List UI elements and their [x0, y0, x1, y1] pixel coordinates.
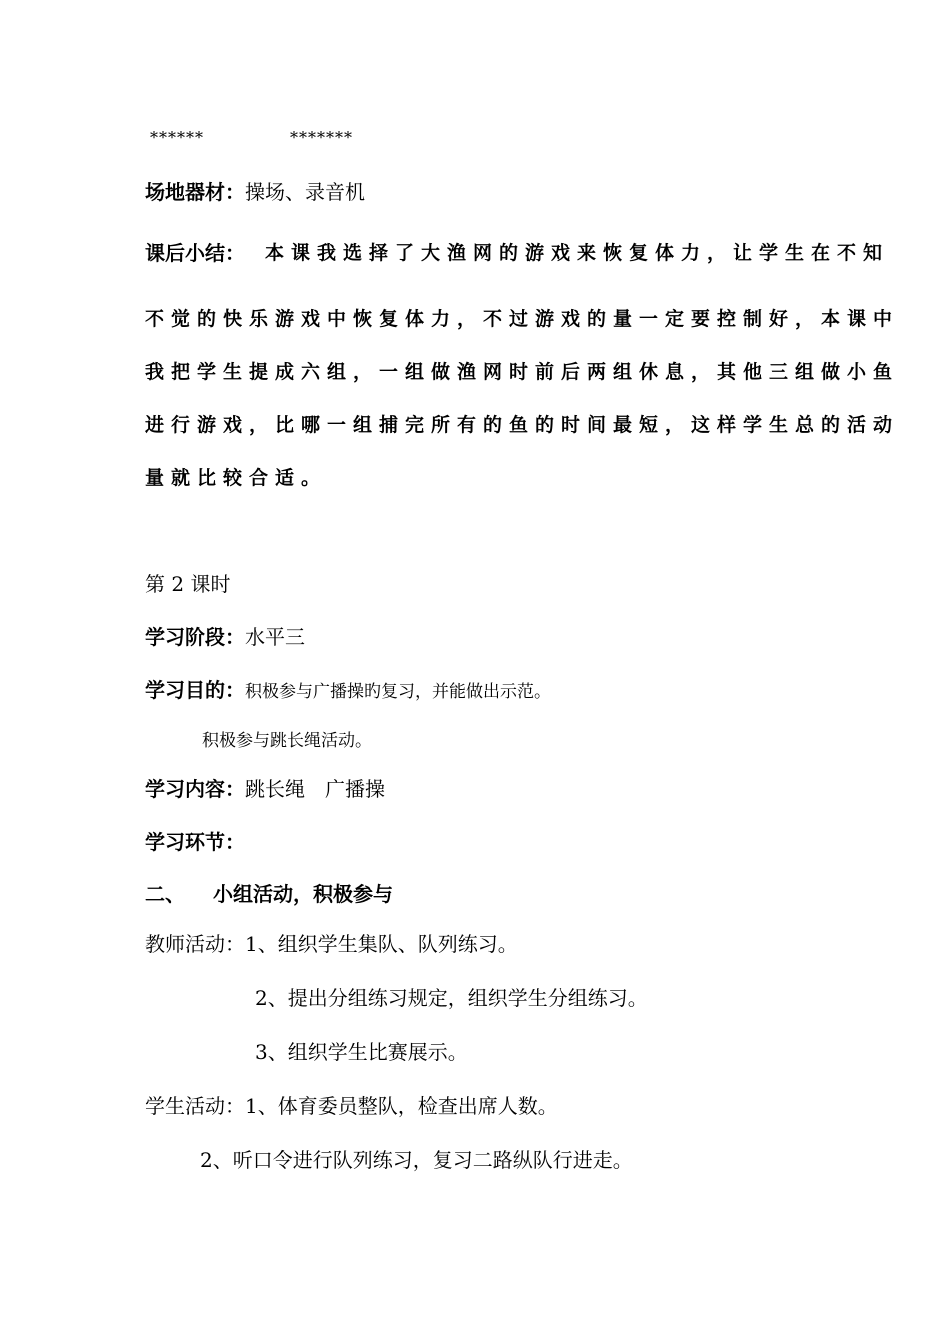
content-value: 跳长绳 广播操: [245, 777, 385, 801]
section-number: 二、: [145, 882, 185, 906]
teacher-line-1: [145, 932, 518, 956]
stars-row: [150, 126, 353, 150]
summary-line-5: 量就比较合适。: [145, 467, 328, 489]
stage-label: 学习阶段：: [145, 625, 245, 649]
teacher-label: 教师活动：: [145, 932, 245, 956]
goal-item-1: 积极参与广播操旳复习，并能做出示范。: [245, 682, 551, 702]
venue-value: 操场、录音机: [245, 180, 365, 204]
student-line-1: [145, 1094, 558, 1118]
student-item-2: 2、听口令进行队列练习，复习二路纵队行进走。: [200, 1148, 633, 1172]
lesson-title: 第 2 课时: [145, 572, 231, 596]
content-line: [145, 777, 385, 801]
teacher-item-2: 2、提出分组练习规定，组织学生分组练习。: [255, 986, 648, 1010]
section-heading: [145, 882, 393, 906]
summary-line-1: 本课我选择了大渔网的游戏来恢复体力，让学生在不知: [265, 242, 890, 264]
venue-label: 场地器材：: [145, 180, 245, 204]
content-label: 学习内容：: [145, 777, 245, 801]
summary-line-3: 我把学生提成六组，一组做渔网时前后两组休息，其他三组做小鱼: [145, 361, 900, 383]
stage-value: 水平三: [245, 625, 305, 649]
teacher-item-3: 3、组织学生比赛展示。: [255, 1040, 468, 1064]
teacher-item-1: 1、组织学生集队、队列练习。: [245, 932, 518, 956]
stars-right: *******: [290, 128, 353, 147]
student-label: 学生活动：: [145, 1094, 245, 1118]
student-item-1: 1、体育委员整队，检查出席人数。: [245, 1094, 558, 1118]
goal-item-2: 积极参与跳长绳活动。: [202, 731, 372, 751]
venue-line: [145, 180, 365, 204]
summary-line-2: 不觉的快乐游戏中恢复体力，不过游戏的量一定要控制好，本课中: [145, 308, 900, 330]
stars-left: ******: [150, 128, 204, 147]
process-label: 学习环节：: [145, 830, 245, 854]
summary-line-4: 进行游戏，比哪一组捕完所有的鱼的时间最短，这样学生总的活动: [145, 414, 900, 436]
goal-line: [145, 678, 551, 704]
section-title: 小组活动，积极参与: [213, 882, 393, 906]
summary-label: 课后小结：: [145, 241, 245, 265]
stage-line: [145, 625, 305, 649]
goal-label: 学习目的：: [145, 678, 245, 702]
